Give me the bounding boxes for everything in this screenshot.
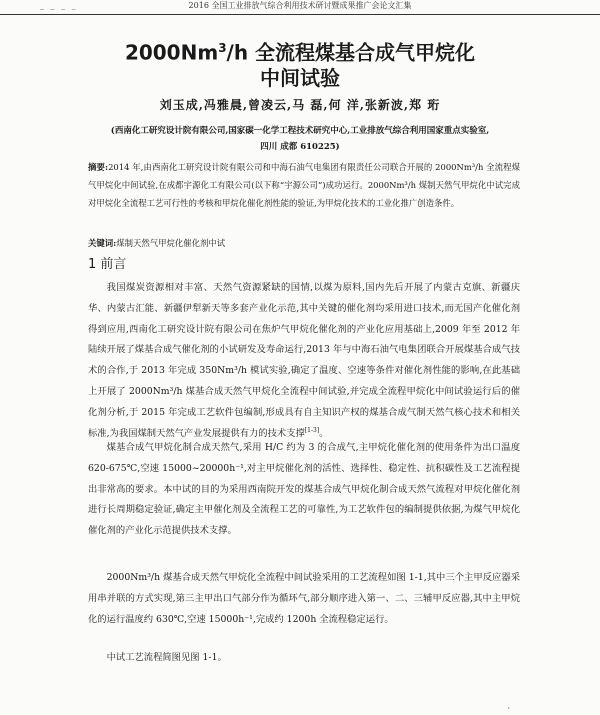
section-heading: 1 前言: [88, 257, 127, 272]
affiliation-line1: (西南化工研究设计院有限公司,国家碳一化学工程技术研究中心,工业排放气综合利用国家重点实验室,: [110, 126, 490, 136]
paragraph-4: 中试工艺流程简图见图 1-1。: [106, 652, 227, 663]
paragraph-1: 我国煤炭资源相对丰富、天然气资源紧缺的国情,以煤为原料,国内先后开展了内蒙古克旗、新疆庆华、内蒙古汇能、新疆伊犁新天等多套产业化示范,其中关键的催化剂均采用进口技术,而无国产化催化剂得到应用,西南化工研究设计院有限公司在焦炉气甲烷化催化剂的产业化应用基础上,2009 年至 2012 年陆续开展了煤基合成气催化剂的小试研发及寿命运行,2013 年与中海石油气电集团联合开展煤基合成气技术的合作,于 2013 年完成 350Nm³/h 模试实验,确定了温度、空速等条件对催化剂性能的影响,在此基础上开展了 2000Nm³/h 煤基合成天然气甲烷化全流程中间试验,并完成全流程甲烷化中间试验运行后的催化剂分析,于 2015 年完成工艺软件包编制,形成具有自主知识产权的煤基合成气制天然气核心技术和相关标准,为我国煤制天然气产业发展提供有力的技术支撑[1-3]。: [88, 282, 520, 439]
running-head-text: 2016 全国工业排放气综合利用技术研讨暨成果推广会论文汇集: [188, 1, 412, 10]
keywords: [88, 234, 520, 252]
corner-mark: ·: [507, 704, 510, 713]
abstract: [88, 158, 520, 212]
abstract-text: 2014 年,由西南化工研究设计院有限公司和中海石油气电集团有限责任公司联合开展的 2000Nm³/h 全流程煤气甲烷化中间试验,在成都宇源化工有限公司(以下称“宇源公司”)成功运行。2000Nm³/h 煤制天然气甲烷化中试完成对甲烷化全流程工艺可行性的考核和甲烷化催化剂性能的验证,为甲烷化技术的工业化推广创造条件。: [88, 162, 520, 208]
paper-title-line2: 中间试验: [260, 66, 340, 90]
running-header: [0, 0, 600, 15]
header-marks: _ _ _ _: [40, 1, 78, 10]
citation-ref: [1-3]: [304, 426, 320, 434]
paper-title-line1: 2000Nm$^3$/h 全流程煤基合成气甲烷化: [124, 40, 476, 65]
paragraph-2: 煤基合成气甲烷化制合成天然气,采用 H/C 约为 3 的合成气,主甲烷化催化剂的使用条件为出口温度 620-675℃,空速 15000~20000h⁻¹,对主甲烷催化剂的活性、选择性、稳定性、抗积碳性及工艺流程提出非常高的要求。本中试的目的为采用西南院开发的煤基合成气甲烷化制合成天然气流程对甲烷化催化剂进行长周期稳定验证,确定主甲催化剂及全流程工艺的可靠性,为工艺软件包的编制提供依据,为煤气甲烷化催化剂的产业化示范提供技术支撑。: [88, 442, 520, 537]
keywords-text: 煤制天然气甲烷化催化剂中试: [116, 238, 226, 248]
author-list: 刘玉成,冯雅晨,曾凌云,马 磊,何 洋,张新波,郑 珩: [159, 98, 441, 112]
paragraph-3: 2000Nm³/h 煤基合成天然气甲烷化全流程中间试验采用的工艺流程如图 1-1,其中三个主甲反应器采用串并联的方式实现,第三主甲出口气部分作为循环气,部分顺序进入第一、二、三辅甲反应器,其中主甲烷化的运行温度约 630℃,空速 15000h⁻¹,完成约 1200h 全流程稳定运行。: [88, 572, 520, 625]
affiliation-line2: 四川 成都 610225): [260, 142, 340, 152]
keywords-label: 关键词:: [88, 238, 117, 248]
abstract-label: 摘要:: [88, 162, 109, 172]
